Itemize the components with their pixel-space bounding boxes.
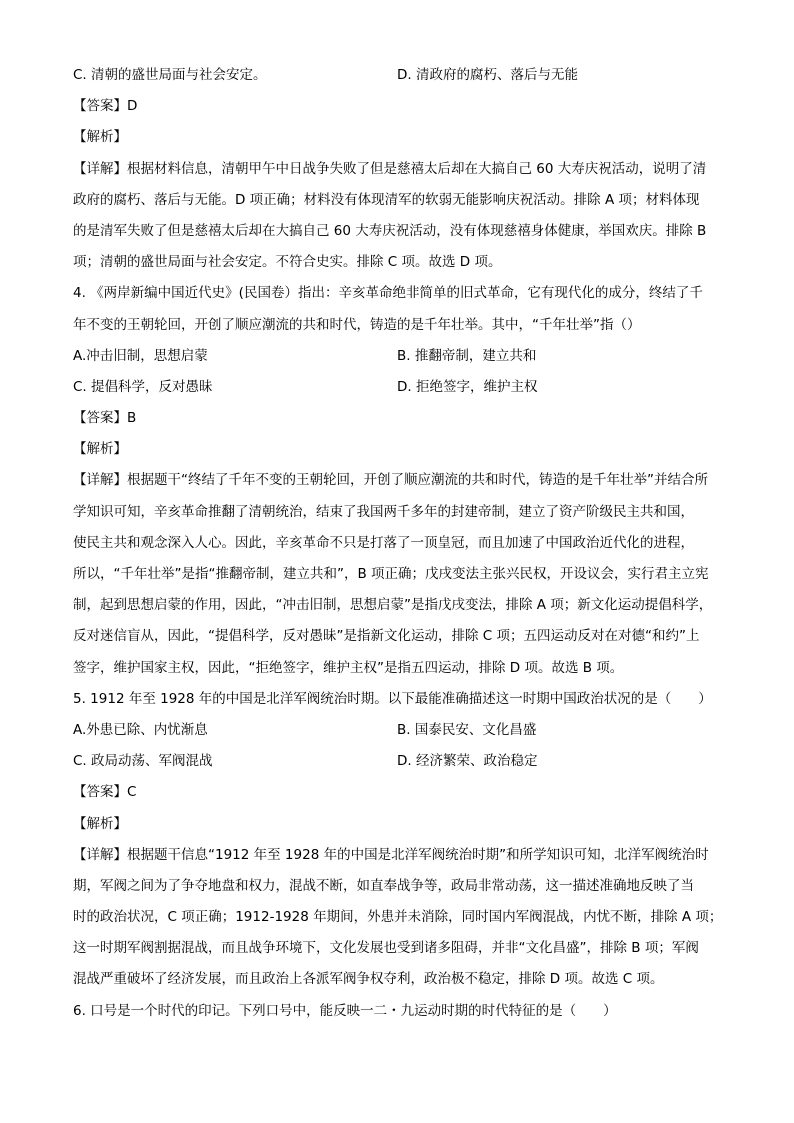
q4-answer: 【答案】B: [73, 410, 137, 427]
q4-stem-line: 4. 《两岸新编中国近代史》(民国卷）指出：辛亥革命绝非简单的旧式革命，它有现代化的成分，终结了千: [73, 285, 703, 302]
q5-options-row-1: [73, 715, 733, 746]
q4-options-row-2: [73, 372, 733, 403]
q3-detail-line: 的是清军失败了但是慈禧太后却在大搞自己 60 大寿庆祝活动，没有体现慈禧身体健康，举国欢庆。排除 B: [73, 222, 707, 239]
q4-detail-line: 反对迷信盲从，因此，“提倡科学，反对愚昧”是指新文化运动，排除 C 项；五四运动反对在对德“和约”上: [73, 628, 700, 645]
q4-option-b: B. 推翻帝制，建立共和: [397, 347, 537, 364]
q4-stem: [73, 278, 733, 340]
q4-option-c: C. 提倡科学，反对愚昧: [73, 378, 213, 395]
q4-option-a: A.冲击旧制，思想启蒙: [73, 347, 208, 364]
q3-option-c: C. 清朝的盛世局面与社会安定。: [73, 67, 267, 83]
q5-detail-line: 【详解】根据题干信息“1912 年至 1928 年的中国是北洋军阀统治时期”和所学知识可知，北洋军阀统治时: [73, 846, 709, 863]
q4-options-row-1: [73, 341, 733, 372]
q3-answer: 【答案】D: [73, 98, 138, 115]
q6-stem-line: 6. 口号是一个时代的印记。下列口号中，能反映一二・九运动时期的时代特征的是（ ）: [73, 1002, 617, 1019]
q5-option-d: D. 经济繁荣、政治稳定: [397, 753, 538, 770]
q3-detail: [73, 154, 733, 279]
q5-stem-line: 5. 1912 年至 1928 年的中国是北洋军阀统治时期。以下最能准确描述这一时期中国政治状况的是（ ）: [73, 690, 712, 707]
q3-options-row-2: [73, 60, 733, 91]
q4-detail: [73, 465, 733, 683]
q5-analysis-heading: 【解析】: [73, 815, 127, 832]
q3-detail-line: 【详解】根据材料信息，清朝甲午中日战争失败了但是慈禧太后却在大搞自己 60 大寿庆祝活动，说明了清: [73, 160, 707, 177]
q5-option-a: A.外患已除、内忧渐息: [73, 721, 208, 738]
q4-option-d: D. 拒绝签字，维护主权: [397, 378, 538, 395]
q4-detail-line: 所以，“千年壮举”是指“推翻帝制，建立共和”，B 项正确；戊戌变法主张兴民权，开设议会，实行君主立宪: [73, 566, 709, 582]
q3-analysis-heading: 【解析】: [73, 129, 127, 146]
q5-option-b: B. 国泰民安、文化昌盛: [397, 721, 537, 738]
q6-stem: [73, 996, 733, 1027]
q5-detail: [73, 840, 733, 996]
q3-detail-line: 政府的腐朽、落后与无能。D 项正确；材料没有体现清军的软弱无能影响庆祝活动。排除 A 项；材料体现: [73, 191, 700, 208]
q4-stem-line: 年不变的王朝轮回，开创了顺应潮流的共和时代，铸造的是千年壮举。其中，“千年壮举”指（）: [73, 316, 641, 333]
q5-detail-line: 期，军阀之间为了争夺地盘和权力，混战不断，如直奉战争等，政局非常动荡，这一描述准确地反映了当: [73, 877, 694, 894]
q4-detail-line: 签字，维护国家主权，因此，“拒绝签字，维护主权”是指五四运动，排除 D 项。故选 B 项。: [73, 659, 624, 676]
q3-option-d: D. 清政府的腐朽、落后与无能: [397, 67, 578, 83]
q3-detail-line: 项；清朝的盛世局面与社会安定。不符合史实。排除 C 项。故选 D 项。: [73, 254, 502, 271]
q5-detail-line: 时的政治状况，C 项正确；1912-1928 年期间，外患并未消除，同时国内军阀混战，内忧不断，排除 A 项；: [73, 909, 723, 926]
q5-detail-line: 这一时期军阀割据混战，而且战争环境下，文化发展也受到诸多阻碍，并非“文化昌盛”，排除 B 项；军阀: [73, 940, 699, 957]
q4-detail-line: 使民主共和观念深入人心。因此，辛亥革命不只是打落了一顶皇冠，而且加速了中国政治近代化的进程，: [73, 534, 694, 551]
q4-detail-line: 【详解】根据题干“终结了千年不变的王朝轮回，开创了顺应潮流的共和时代，铸造的是千年壮举”并结合所: [73, 472, 708, 489]
q5-options-row-2: [73, 746, 733, 777]
q4-analysis-heading: 【解析】: [73, 441, 127, 458]
q5-answer: 【答案】C: [73, 784, 137, 801]
q5-option-c: C. 政局动荡、军阀混战: [73, 753, 213, 770]
exam-page: [73, 60, 733, 1027]
q5-detail-line: 混战严重破坏了经济发展，而且政治上各派军阀争权夺利，政治极不稳定，排除 D 项。故选 C 项。: [73, 971, 664, 988]
q5-stem: [73, 684, 733, 715]
q4-detail-line: 制，起到思想启蒙的作用，因此，“冲击旧制，思想启蒙”是指戊戌变法，排除 A 项；新文化运动提倡科学，: [73, 597, 713, 614]
q4-detail-line: 学知识可知，辛亥革命推翻了清朝统治，结束了我国两千多年的封建帝制，建立了资产阶级民主共和国，: [73, 503, 694, 520]
